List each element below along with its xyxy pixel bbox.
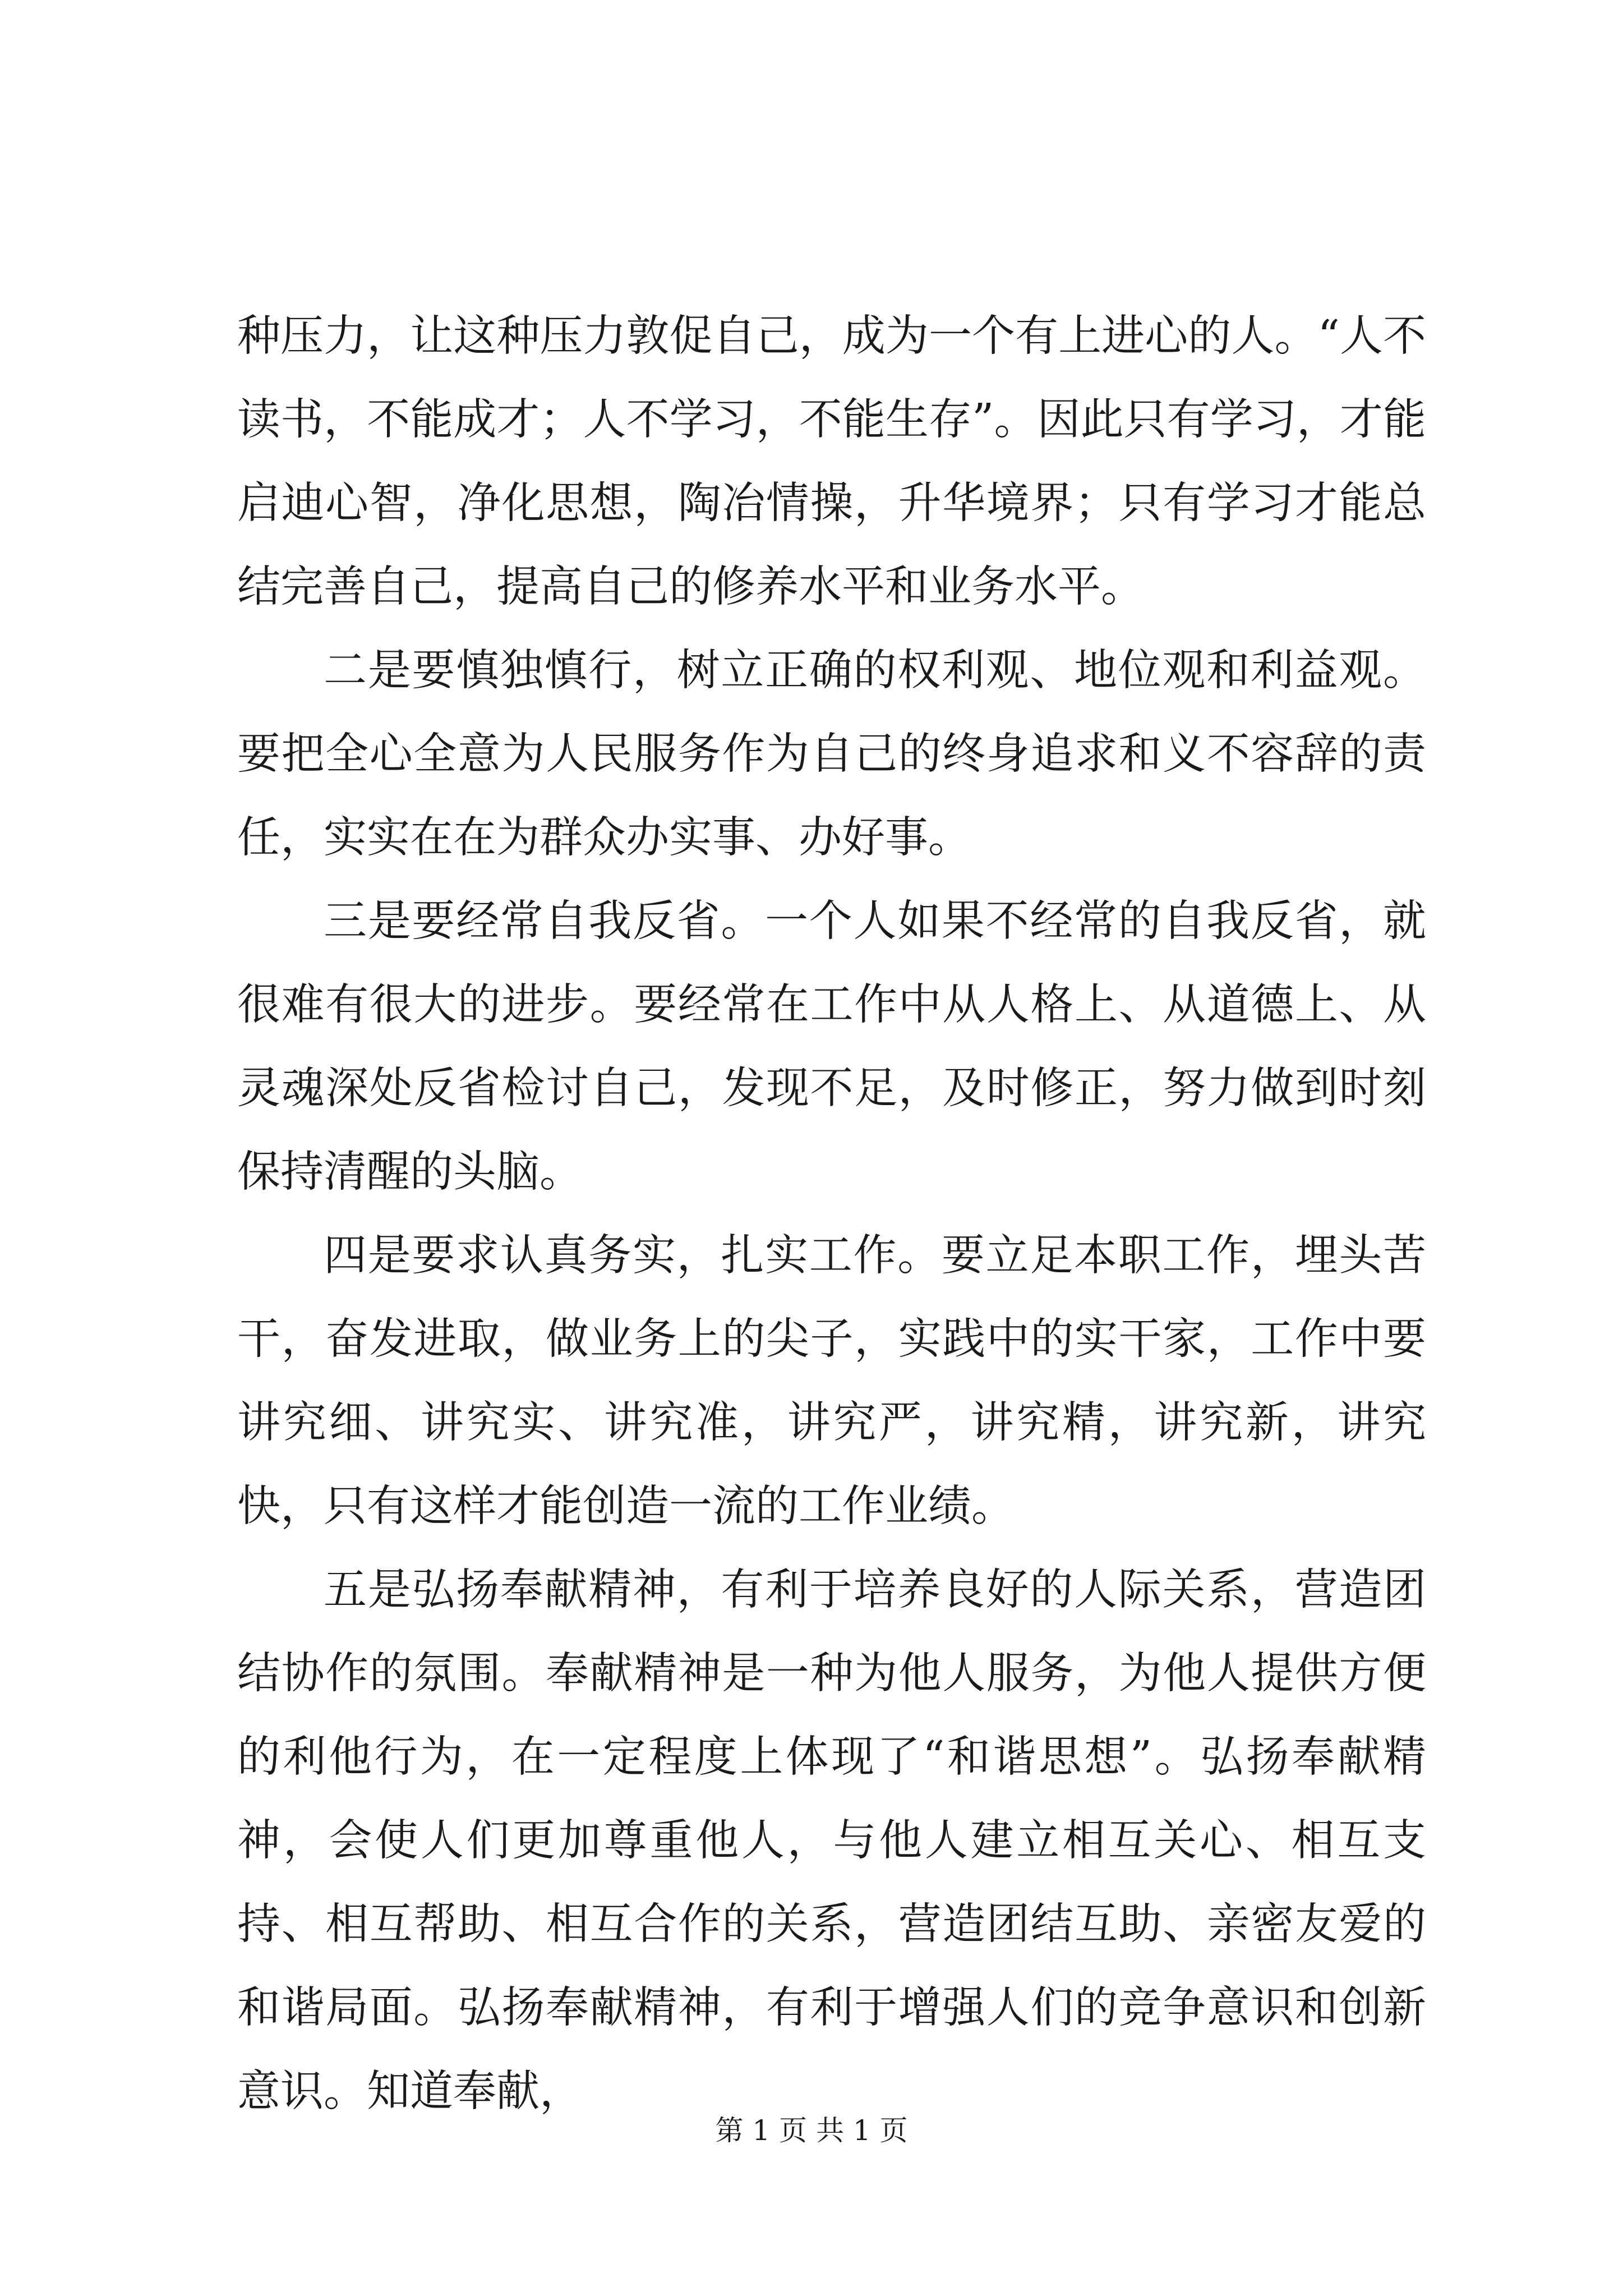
paragraph-point-two: 二是要慎独慎行，树立正确的权利观、地位观和利益观。要把全心全意为人民服务作为自己的终身追求和义不容辞的责任，实实在在为群众办实事、办好事。 [237, 646, 1426, 863]
paragraph-point-four: 四是要求认真务实，扎实工作。要立足本职工作，埋头苦干，奋发进取，做业务上的尖子，实践中的实干家，工作中要讲究细、讲究实、讲究准，讲究严，讲究精，讲究新，讲究快，只有这样才能创造一流的工作业绩。 [237, 1231, 1426, 1531]
page-number-footer: 第 1 页 共 1 页 [715, 2114, 908, 2147]
paragraph-continued: 种压力，让这种压力敦促自己，成为一个有上进心的人。“人不读书，不能成才；人不学习，不能生存”。因此只有学习，才能启迪心智，净化思想，陶冶情操，升华境界；只有学习才能总结完善自己，提高自己的修养水平和业务水平。 [237, 311, 1426, 612]
document-body [237, 295, 1426, 2133]
paragraph-point-three: 三是要经常自我反省。一个人如果不经常的自我反省，就很难有很大的进步。要经常在工作中从人格上、从道德上、从灵魂深处反省检讨自己，发现不足，及时修正，努力做到时刻保持清醒的头脑。 [237, 896, 1426, 1197]
paragraph-point-five: 五是弘扬奉献精神，有利于培养良好的人际关系，营造团结协作的氛围。奉献精神是一种为他人服务，为他人提供方便的利他行为，在一定程度上体现了“和谐思想”。弘扬奉献精神，会使人们更加尊重他人，与他人建立相互关心、相互支持、相互帮助、相互合作的关系，营造团结互助、亲密友爱的和谐局面。弘扬奉献精神，有利于增强人们的竞争意识和创新意识。知道奉献， [237, 1565, 1426, 2116]
